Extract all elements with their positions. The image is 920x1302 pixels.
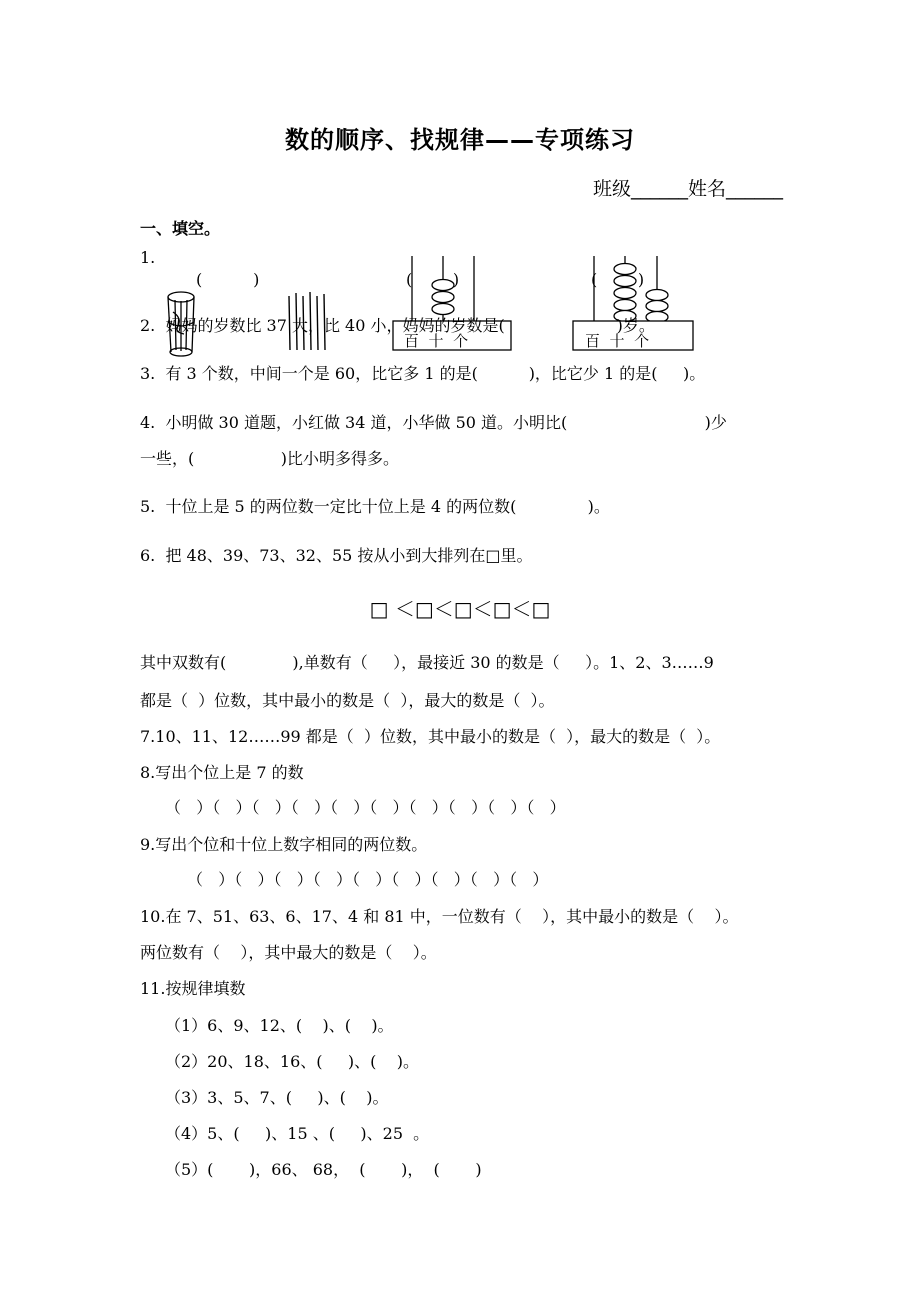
pattern-item-5: （5）( )，66、 68， ( )， ( ) bbox=[165, 1160, 482, 1179]
question-10-line-2: 两位数有（ ），其中最大的数是（ ）。 bbox=[140, 943, 437, 962]
question-8-blanks: （ ）（ ）（ ）（ ）（ ）（ ）（ ）（ ）（ ）（ ） bbox=[165, 798, 566, 817]
question-6: 6. 把 48、39、73、32、55 按从小到大排列在□里。 bbox=[140, 546, 533, 565]
question-4-line-1: 4. 小明做 30 道题，小红做 34 道，小华做 50 道。小明比( )少 bbox=[140, 413, 727, 432]
pattern-item-2: （2）20、18、16、( )、( )。 bbox=[165, 1052, 420, 1071]
pattern-item-4: （4）5、( )、15 、( )、25 。 bbox=[165, 1124, 430, 1143]
question-1-figures bbox=[0, 0, 920, 360]
question-7: 7.10、11、12……99 都是（ ）位数，其中最小的数是（ ），最大的数是（ ）。 bbox=[140, 727, 721, 746]
question-5: 5. 十位上是 5 的两位数一定比十位上是 4 的两位数( )。 bbox=[140, 497, 610, 516]
question-4-line-2: 一些，( )比小明多得多。 bbox=[140, 449, 399, 468]
pattern-item-3: （3）3、5、7、( )、( )。 bbox=[165, 1088, 389, 1107]
abacus-1-labels: 百 十 个 bbox=[404, 332, 469, 350]
abacus-1-blank: ( ) bbox=[406, 270, 460, 289]
pattern-item-1: （1）6、9、12、( )、( )。 bbox=[165, 1016, 394, 1035]
page-title: 数的顺序、找规律——专项练习 bbox=[285, 126, 635, 154]
question-3: 3. 有 3 个数，中间一个是 60，比它多 1 的是( )，比它少 1 的是( )。 bbox=[140, 364, 706, 383]
question-1-number: 1. bbox=[140, 248, 156, 267]
abacus-2-blank: ( ) bbox=[591, 270, 645, 289]
question-8: 8.写出个位上是 7 的数 bbox=[140, 763, 304, 782]
question-11: 11.按规律填数 bbox=[140, 979, 246, 998]
question-6-line-3: 都是（ ）位数，其中最小的数是（ ），最大的数是（ ）。 bbox=[140, 691, 555, 710]
ordering-boxes: □ ＜□＜□＜□＜□ bbox=[369, 597, 551, 621]
question-1-blank: ( ) bbox=[196, 270, 260, 289]
question-9-blanks: （ ）（ ）（ ）（ ）（ ）（ ）（ ）（ ）（ ） bbox=[187, 870, 549, 889]
question-9: 9.写出个位和十位上数字相同的两位数。 bbox=[140, 835, 428, 854]
question-10-line-1: 10.在 7、51、63、6、17、4 和 81 中，一位数有（ ），其中最小的数是（ ）。 bbox=[140, 907, 739, 926]
question-2: 2. 妈妈的岁数比 37 大，比 40 小，妈妈的岁数是( )岁。 bbox=[140, 316, 655, 335]
question-6-line-2: 其中双数有( ),单数有（ ），最接近 30 的数是（ ）。1、2、3……9 bbox=[140, 653, 714, 672]
abacus-2-labels: 百 十 个 bbox=[585, 332, 650, 350]
section-heading: 一、填空。 bbox=[140, 219, 221, 238]
class-name-line: 班级______姓名______ bbox=[593, 178, 784, 200]
